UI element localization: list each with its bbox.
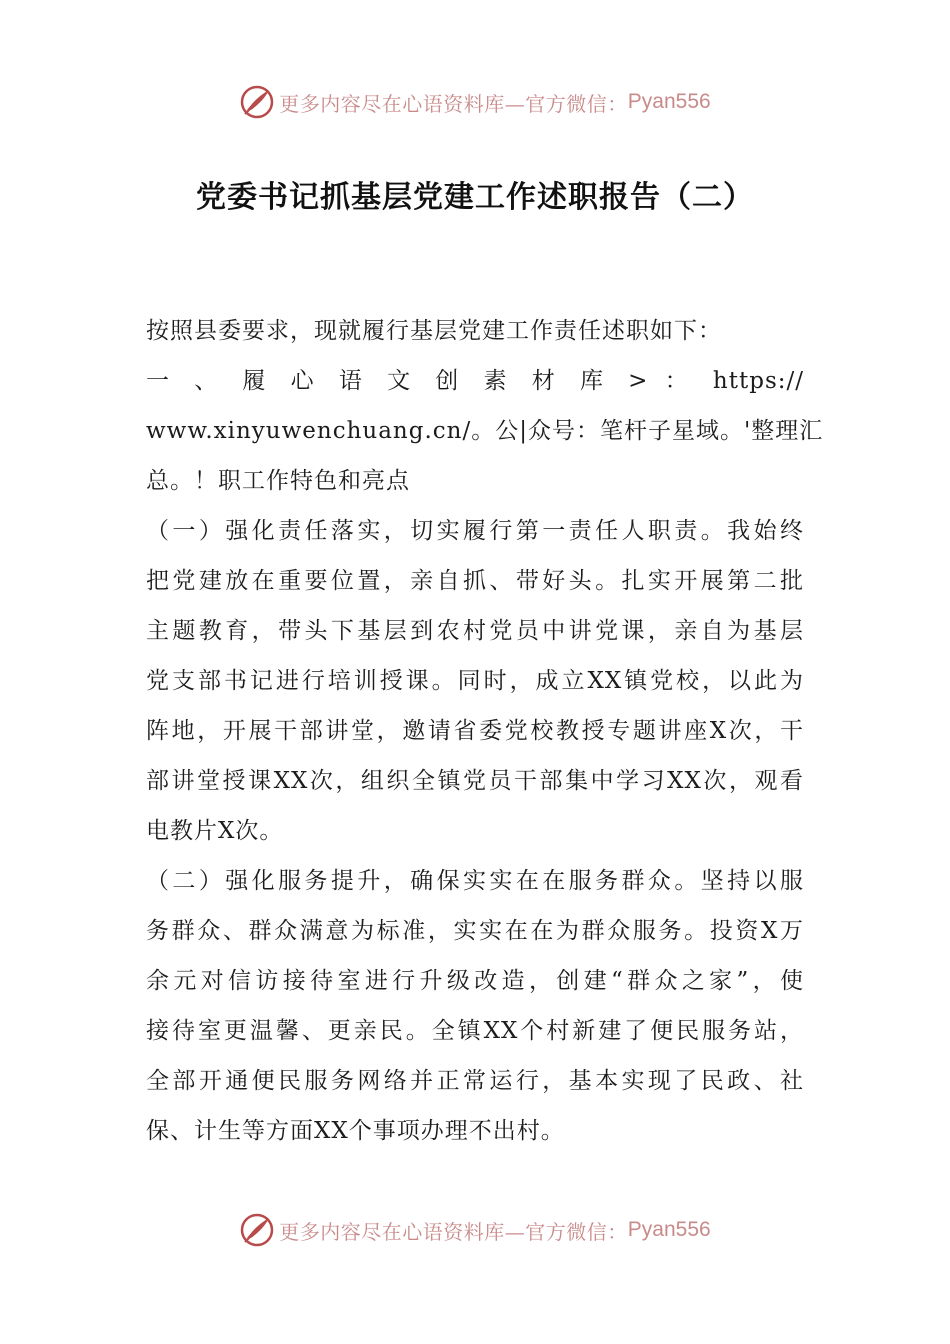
document-body [146,306,824,1156]
document-title: 党委书记抓基层党建工作述职报告（二） [196,180,754,215]
body-line: 主题教育，带头下基层到农村党员中讲党课，亲自为基层 [146,618,804,644]
body-line: 阵地，开展干部讲堂，邀请省委党校教授专题讲座X次，干 [146,718,804,744]
body-line: 一 、 履 心 语 文 创 素 材 库 > ： https:// [146,368,804,394]
banner-wechat-id: Pyan556 [627,1218,711,1241]
body-line: 全部开通便民服务网络并正常运行，基本实现了民政、社 [146,1068,804,1094]
body-line: 把党建放在重要位置，亲自抓、带好头。扎实开展第二批 [146,568,804,594]
body-line: 党支部书记进行培训授课。同时，成立XX镇党校，以此为 [146,668,804,694]
body-line: 按照县委要求，现就履行基层党建工作责任述职如下： [146,318,722,344]
body-line: 接待室更温馨、更亲民。全镇XX个村新建了便民服务站， [146,1018,804,1044]
banner-text: 更多内容尽在心语资料库—官方微信： [279,1219,628,1244]
body-line: 部讲堂授课XX次，组织全镇党员干部集中学习XX次，观看 [146,768,804,794]
body-line: 保、计生等方面XX个事项办理不出村。 [146,1118,565,1144]
body-line: 电教片X次。 [146,818,284,844]
banner-wechat-id: Pyan556 [627,90,711,113]
body-line: （二）强化服务提升，确保实实在在服务群众。坚持以服 [146,868,804,894]
body-line: www.xinyuwenchuang.cn/。公|众号：笔杆子星域。'整理汇 [146,418,824,444]
body-line: 务群众、群众满意为标准，实实在在为群众服务。投资X万 [146,918,804,944]
banner-text: 更多内容尽在心语资料库—官方微信： [279,91,628,116]
quill-logo-icon [239,1212,275,1248]
footer-watermark-banner [0,1210,950,1250]
body-line: 总。！职工作特色和亮点 [146,468,410,494]
body-line: 余元对信访接待室进行升级改造，创建“群众之家”，使 [146,968,804,994]
header-watermark-banner [0,82,950,122]
body-line: （一）强化责任落实，切实履行第一责任人职责。我始终 [146,518,804,544]
quill-logo-icon [239,84,275,120]
